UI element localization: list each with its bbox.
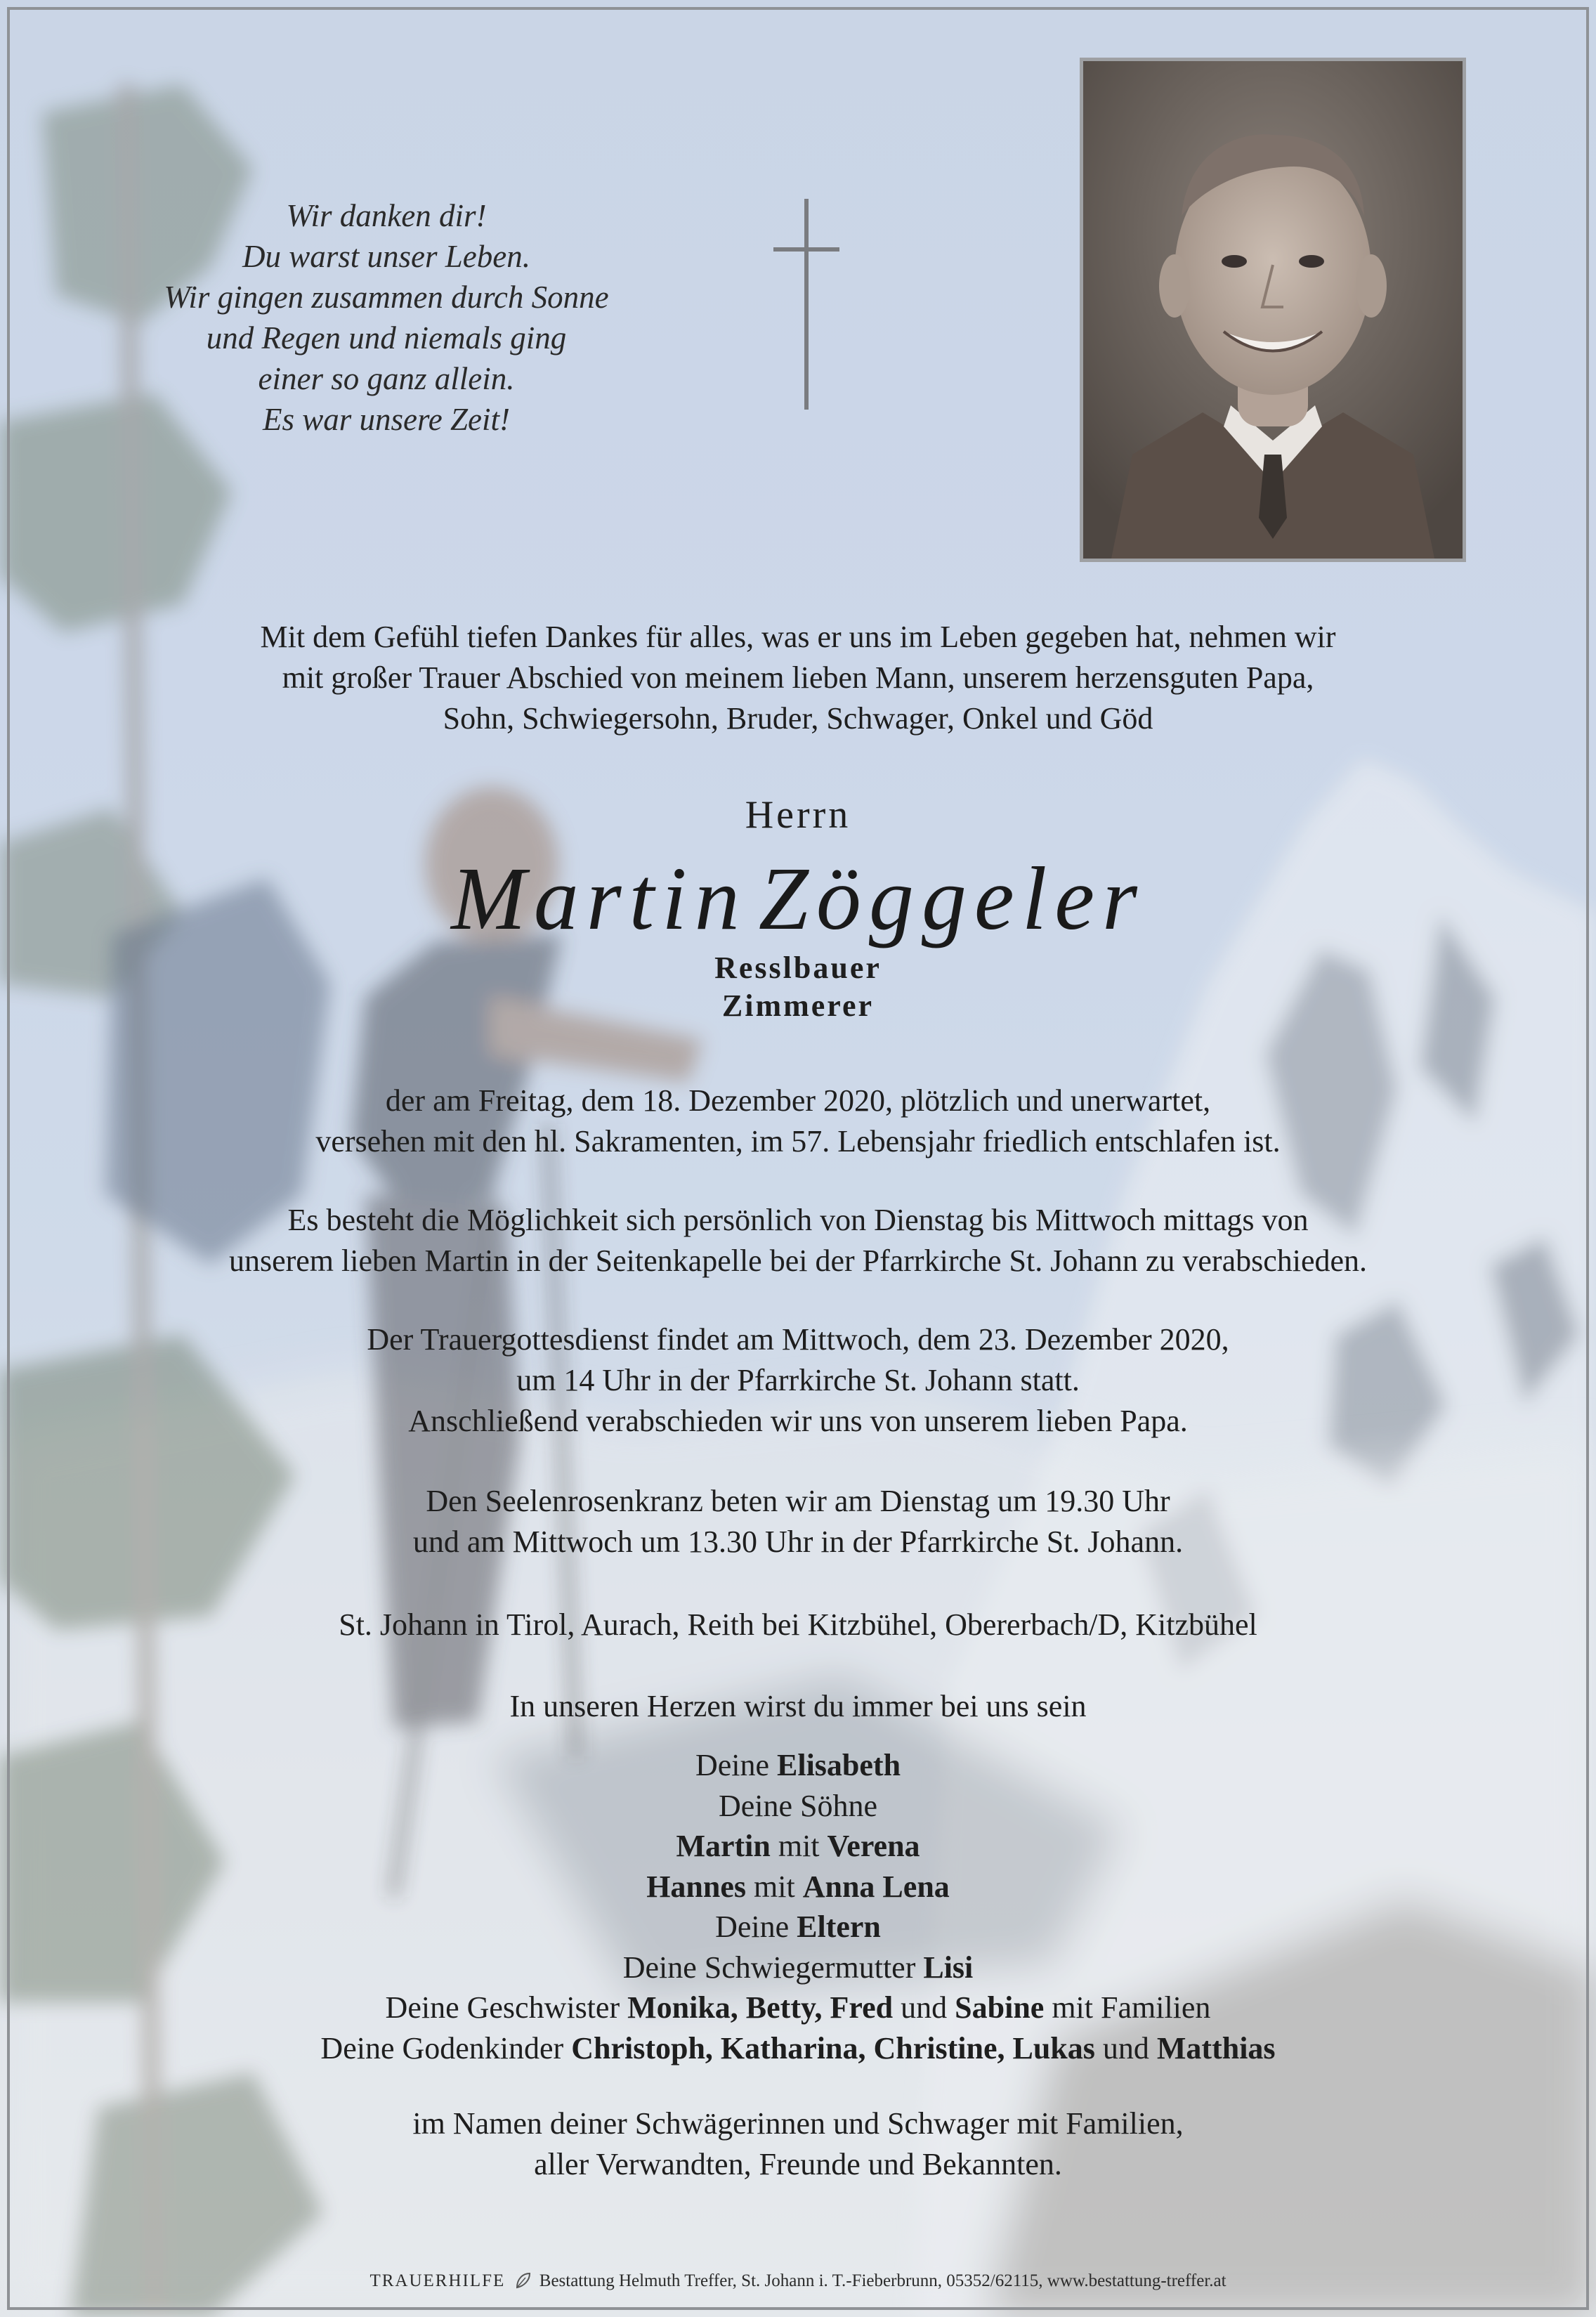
poem-line: Wir danken dir! [286, 198, 487, 233]
poem-line: einer so ganz allein. [258, 361, 515, 396]
family-name: Lisi [923, 1950, 974, 1985]
portrait-photo [1080, 58, 1466, 562]
funeral-line: Der Trauergottesdienst findet am Mittwoch, dem 23. Dezember 2020, [367, 1322, 1229, 1357]
funeral-line: um 14 Uhr in der Pfarrkirche St. Johann statt. [516, 1363, 1080, 1397]
family-name: Sabine [955, 1990, 1045, 2025]
family-name: Martin [676, 1829, 771, 1863]
family-name: Christoph, Katharina, Christine, Lukas [571, 2030, 1095, 2065]
family-name: Verena [827, 1829, 920, 1863]
family-line-wife [0, 1745, 1596, 1786]
family-line-mother-in-law [0, 1947, 1596, 1988]
rosary-notice [0, 1481, 1596, 1562]
family-line-son2 [0, 1867, 1596, 1907]
on-behalf-line: im Namen deiner Schwägerinnen und Schwager mit Familien, [412, 2106, 1184, 2141]
family-name: Anna Lena [802, 1869, 950, 1904]
salutation: Herrn [745, 793, 851, 837]
family-name: Monika, Betty, Fred [627, 1990, 894, 2025]
death-notice [0, 1081, 1596, 1162]
closing-line: In unseren Herzen wirst du immer bei uns sein [509, 1689, 1087, 1723]
rosary-line: und am Mittwoch um 13.30 Uhr in der Pfarrkirche St. Johann. [412, 1525, 1184, 1559]
death-notice-line: der am Freitag, dem 18. Dezember 2020, plötzlich und unerwartet, [385, 1083, 1211, 1118]
family-name: Elisabeth [777, 1748, 901, 1782]
family-line-parents [0, 1907, 1596, 1947]
poem-line: Du warst unser Leben. [242, 239, 530, 274]
family-joiner: und [1102, 2030, 1149, 2065]
occupation: Zimmerer [721, 988, 875, 1023]
family-line-siblings [0, 1988, 1596, 2028]
intro-line: Mit dem Gefühl tiefen Dankes für alles, was er uns im Leben gegeben hat, nehmen wir [260, 620, 1336, 654]
family-line-godchildren [0, 2028, 1596, 2069]
on-behalf-line: aller Verwandten, Freunde und Bekannten. [534, 2147, 1062, 2181]
footer [0, 2271, 1596, 2291]
farewell-line: unserem lieben Martin in der Seitenkapelle bei der Pfarrkirche St. Johann zu verabschieden. [228, 1244, 1368, 1278]
family-prefix: Deine Geschwister [385, 1990, 620, 2025]
family-list [0, 1745, 1596, 2068]
farewell-line: Es besteht die Möglichkeit sich persönlich von Dienstag bis Mittwoch mittags von [287, 1203, 1309, 1237]
poem-line: Es war unsere Zeit! [262, 402, 511, 437]
footer-text: Bestattung Helmuth Treffer, St. Johann i. T.-Fieberbrunn, 05352/62115, www.bestattung-treffer.at [539, 2271, 1227, 2290]
family-suffix: mit Familien [1052, 1990, 1211, 2025]
nickname: Resslbauer [714, 951, 882, 985]
family-joiner: mit [754, 1869, 795, 1904]
intro-line: Sohn, Schwiegersohn, Bruder, Schwager, Onkel und Göd [443, 701, 1153, 736]
deceased-name [0, 846, 1596, 951]
family-line-son1 [0, 1826, 1596, 1867]
leaf-logo-icon [513, 2271, 532, 2290]
poem [98, 195, 674, 440]
places: St. Johann in Tirol, Aurach, Reith bei Kitzbühel, Obererbach/D, Kitzbühel [339, 1607, 1257, 1642]
funeral-service [0, 1319, 1596, 1442]
first-name: Martin [451, 849, 747, 948]
death-notice-line: versehen mit den hl. Sakramenten, im 57. Lebensjahr friedlich entschlafen ist. [315, 1124, 1281, 1158]
portrait-illustration [1083, 61, 1463, 559]
intro-text [0, 617, 1596, 739]
farewell-notice [0, 1200, 1596, 1281]
family-name: Matthias [1156, 2030, 1276, 2065]
on-behalf-text [0, 2103, 1596, 2185]
family-name: Eltern [797, 1910, 881, 1944]
family-line-sons-heading: Deine Söhne [718, 1788, 878, 1823]
cross-icon [771, 199, 842, 410]
family-joiner: mit [778, 1829, 820, 1863]
rosary-line: Den Seelenrosenkranz beten wir am Dienstag um 19.30 Uhr [426, 1484, 1170, 1518]
footer-brand: TRAUERHILFE [369, 2271, 506, 2290]
family-prefix: Deine Schwiegermutter [622, 1950, 916, 1985]
poem-line: und Regen und niemals ging [206, 320, 567, 355]
intro-line: mit großer Trauer Abschied von meinem lieben Mann, unserem herzensguten Papa, [282, 660, 1314, 695]
funeral-line: Anschließend verabschieden wir uns von unserem lieben Papa. [408, 1404, 1188, 1438]
family-prefix: Deine [695, 1748, 769, 1782]
family-prefix: Deine [715, 1910, 790, 1944]
poem-line: Wir gingen zusammen durch Sonne [164, 280, 609, 315]
family-prefix: Deine Godenkinder [320, 2030, 564, 2065]
family-name: Hannes [646, 1869, 747, 1904]
last-name: Zöggeler [758, 849, 1145, 948]
family-joiner: und [901, 1990, 948, 2025]
